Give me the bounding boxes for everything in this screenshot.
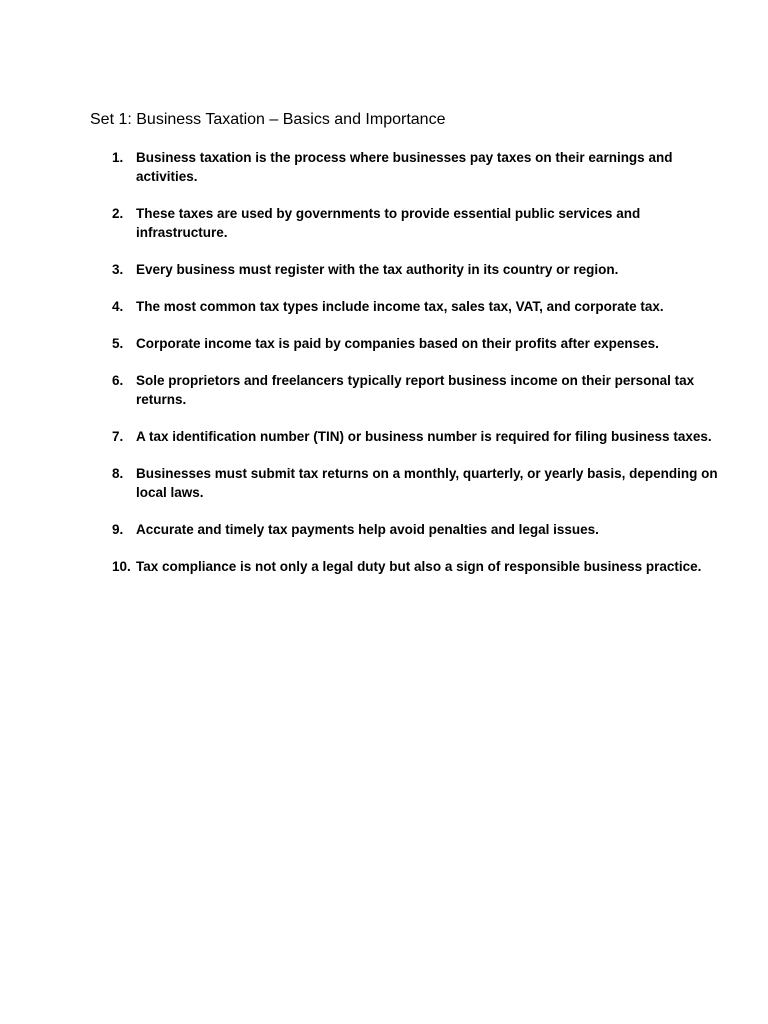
list-item-number: 7. (112, 429, 124, 444)
list-item-number: 9. (112, 522, 124, 537)
list-item-text: Sole proprietors and freelancers typically report business income on their personal tax returns. (136, 373, 695, 407)
list-item-number: 8. (112, 466, 124, 481)
list-item-number: 6. (112, 373, 124, 388)
list-item-number: 4. (112, 299, 124, 314)
list-item-text: A tax identification number (TIN) or business number is required for filing business taxes. (136, 429, 712, 444)
list-item (112, 334, 732, 353)
list-item-text: Businesses must submit tax returns on a monthly, quarterly, or yearly basis, depending on local laws. (136, 466, 718, 500)
list-item-number: 3. (112, 262, 124, 277)
list-item-text: These taxes are used by governments to provide essential public services and infrastructure. (136, 206, 641, 240)
list-item (112, 260, 732, 279)
list-item (112, 371, 732, 409)
document-title: Set 1: Business Taxation – Basics and Importance (90, 111, 446, 128)
list-item-number: 1. (112, 150, 124, 165)
numbered-list (112, 148, 732, 594)
list-item-text: Tax compliance is not only a legal duty but also a sign of responsible business practice. (136, 559, 702, 574)
list-item-text: Every business must register with the tax authority in its country or region. (136, 262, 619, 277)
list-item (112, 557, 732, 576)
list-item-number: 2. (112, 206, 124, 221)
list-item-number: 10. (112, 559, 131, 574)
list-item (112, 297, 732, 316)
list-item (112, 148, 732, 186)
list-item-text: Business taxation is the process where businesses pay taxes on their earnings and activities. (136, 150, 673, 184)
list-item-text: The most common tax types include income tax, sales tax, VAT, and corporate tax. (136, 299, 664, 314)
list-item-number: 5. (112, 336, 124, 351)
list-item (112, 427, 732, 446)
list-item (112, 204, 732, 242)
list-item (112, 464, 732, 502)
list-item-text: Accurate and timely tax payments help avoid penalties and legal issues. (136, 522, 599, 537)
list-item (112, 520, 732, 539)
list-item-text: Corporate income tax is paid by companies based on their profits after expenses. (136, 336, 659, 351)
